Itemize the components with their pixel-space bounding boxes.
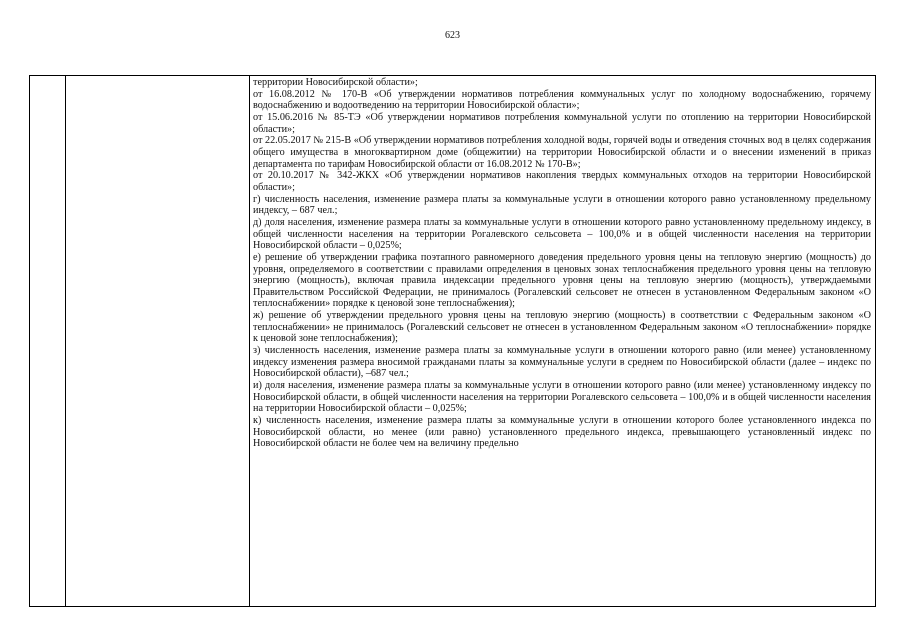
paragraph: от 15.06.2016 № 85-ТЭ «Об утверждении нормативов потребления коммунальной услуги по отоплению на территории Новосибирской области»; xyxy=(253,111,871,135)
paragraph: от 20.10.2017 № 342-ЖКХ «Об утверждении нормативов накопления твердых коммунальных отходов на территории Новосибирской области»; xyxy=(253,170,871,193)
paragraph: от 22.05.2017 № 215-В «Об утверждении нормативов потребления холодной воды, горячей воды и отведения сточных вод в целях содержания общего имущества в многоквартирном доме (общежитии) на территории Новосибирской области и о внесении изменений в приказ департамента по тарифам Новосибирской области от 16.08.2012 № 170-В»; xyxy=(253,135,871,170)
paragraph: ж) решение об утверждении предельного уровня цены на тепловую энергию (мощность) в соответствии с Федеральным законом «О теплоснабжении» не принималось (Рогалевский сельсовет не отнесен в установленном Федеральным законом «О теплоснабжении» порядке к ценовой зоне теплоснабжения); xyxy=(253,310,871,345)
paragraph: е) решение об утверждении графика поэтапного равномерного доведения предельного уровня цены на тепловую энергию (мощность) до уровня, определяемого в соответствии с правилами определения в ценовых зонах теплоснабжения предельного уровня цены на тепловую энергию (мощность), включая правила индексации предельного уровня цены на тепловую энергию (мощность), утверждаемыми Правительством Российской Федерации, не принималось (Рогалевский сельсовет не отнесен в установленном Федеральным законом «О теплоснабжении» порядке к ценовой зоне теплоснабжения); xyxy=(253,251,871,310)
document-table xyxy=(29,75,876,607)
page-number: 623 xyxy=(445,30,460,41)
paragraph: к) численность населения, изменение размера платы за коммунальные услуги в отношении которого более установленного индекса по Новосибирской области, но менее (или равно) установленного предельного индекса, превышающего установленный индекс по Новосибирской области не более чем на величину предельно xyxy=(253,415,871,450)
column-divider xyxy=(249,76,250,606)
paragraph: з) численность населения, изменение размера платы за коммунальные услуги в отношении которого равно (или менее) установленному индексу изменения размера вносимой гражданами платы за коммунальные услуги в среднем по Новосибирской области (далее – индекс по Новосибирской области), –687 чел.; xyxy=(253,345,871,380)
paragraph: и) доля населения, изменение размера платы за коммунальные услуги в отношении которого равно (или менее) установленному индексу по Новосибирской области, в общей численности населения на территории Рогалевского сельсовета – 100,0% и в общей численности населения на территории Новосибирской области – 0,025%; xyxy=(253,380,871,415)
column-divider xyxy=(65,76,66,606)
paragraph: д) доля населения, изменение размера платы за коммунальные услуги в отношении которого равно установленному предельному индексу, в общей численности населения на территории Рогалевского сельсовета – 100,0% и в общей численности населения на территории Новосибирской области – 0,025%; xyxy=(253,216,871,252)
paragraph: от 16.08.2012 № 170-В «Об утверждении нормативов потребления коммунальных услуг по холодному водоснабжению, горячему водоснабжению и водоотведению на территории Новосибирской области»; xyxy=(253,88,871,112)
text-cell xyxy=(253,77,871,450)
paragraph: территории Новосибирской области»; xyxy=(253,77,418,88)
paragraph: г) численность населения, изменение размера платы за коммунальные услуги в отношении которого равно установленному предельному индексу, – 687 чел.; xyxy=(253,193,871,217)
